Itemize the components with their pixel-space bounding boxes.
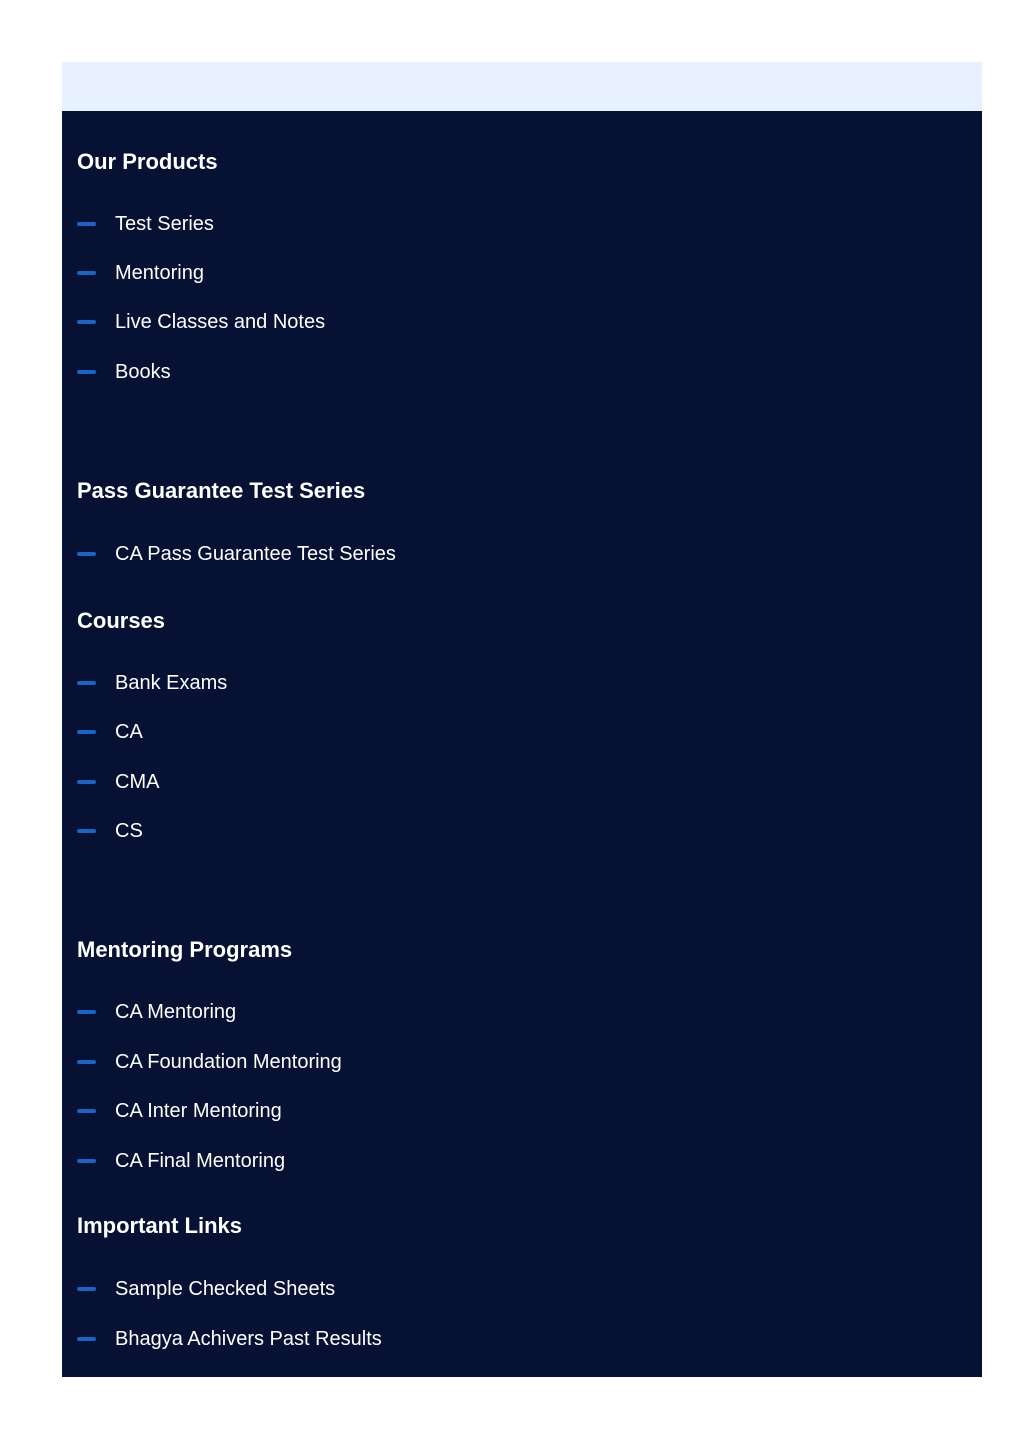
important-links-heading: Important Links bbox=[77, 1213, 243, 1238]
link-cma[interactable] bbox=[77, 769, 159, 795]
link-ca-inter-mentoring[interactable] bbox=[77, 1098, 282, 1124]
link-label: CMA bbox=[115, 771, 160, 793]
dash-bullet-icon bbox=[77, 681, 96, 685]
dash-bullet-icon bbox=[77, 1010, 96, 1014]
dash-bullet-icon bbox=[77, 730, 96, 734]
link-ca-pass-guarantee-test-series[interactable] bbox=[77, 541, 396, 567]
link-test-series[interactable] bbox=[77, 211, 214, 237]
link-label: Sample Checked Sheets bbox=[115, 1278, 336, 1300]
top-banner-strip bbox=[62, 62, 982, 111]
dash-bullet-icon bbox=[77, 320, 96, 324]
link-label: CA Pass Guarantee Test Series bbox=[115, 543, 396, 565]
link-label: CA bbox=[115, 721, 143, 743]
link-label: Bhagya Achivers Past Results bbox=[115, 1328, 382, 1350]
dash-bullet-icon bbox=[77, 780, 96, 784]
link-cs[interactable] bbox=[77, 818, 143, 844]
link-label: CA Mentoring bbox=[115, 1001, 237, 1023]
dash-bullet-icon bbox=[77, 1337, 96, 1341]
dash-bullet-icon bbox=[77, 370, 96, 374]
dash-bullet-icon bbox=[77, 1159, 96, 1163]
link-ca[interactable] bbox=[77, 719, 143, 745]
dash-bullet-icon bbox=[77, 222, 96, 226]
link-mentoring[interactable] bbox=[77, 260, 204, 286]
courses-heading: Courses bbox=[77, 608, 166, 633]
link-label: CA Final Mentoring bbox=[115, 1150, 286, 1172]
dash-bullet-icon bbox=[77, 271, 96, 275]
link-ca-mentoring[interactable] bbox=[77, 999, 236, 1025]
mentoring-programs-heading: Mentoring Programs bbox=[77, 937, 293, 962]
link-label: Books bbox=[115, 361, 171, 383]
link-label: Bank Exams bbox=[115, 672, 228, 694]
link-books[interactable] bbox=[77, 359, 171, 385]
link-label: Test Series bbox=[115, 213, 214, 235]
link-label: CA Inter Mentoring bbox=[115, 1100, 282, 1122]
dash-bullet-icon bbox=[77, 1287, 96, 1291]
link-label: CS bbox=[115, 820, 143, 842]
link-bank-exams[interactable] bbox=[77, 670, 227, 696]
footer-links-panel bbox=[62, 111, 982, 1377]
link-ca-foundation-mentoring[interactable] bbox=[77, 1049, 342, 1075]
link-live-classes-and-notes[interactable] bbox=[77, 309, 325, 335]
link-bhagya-achivers-past-results[interactable] bbox=[77, 1326, 382, 1352]
link-label: Mentoring bbox=[115, 262, 204, 284]
dash-bullet-icon bbox=[77, 829, 96, 833]
link-ca-final-mentoring[interactable] bbox=[77, 1148, 285, 1174]
dash-bullet-icon bbox=[77, 552, 96, 556]
pass-guarantee-heading: Pass Guarantee Test Series bbox=[77, 478, 366, 503]
dash-bullet-icon bbox=[77, 1060, 96, 1064]
dash-bullet-icon bbox=[77, 1109, 96, 1113]
our-products-heading: Our Products bbox=[77, 149, 218, 174]
link-label: CA Foundation Mentoring bbox=[115, 1051, 342, 1073]
link-sample-checked-sheets[interactable] bbox=[77, 1276, 335, 1302]
link-label: Live Classes and Notes bbox=[115, 311, 326, 333]
